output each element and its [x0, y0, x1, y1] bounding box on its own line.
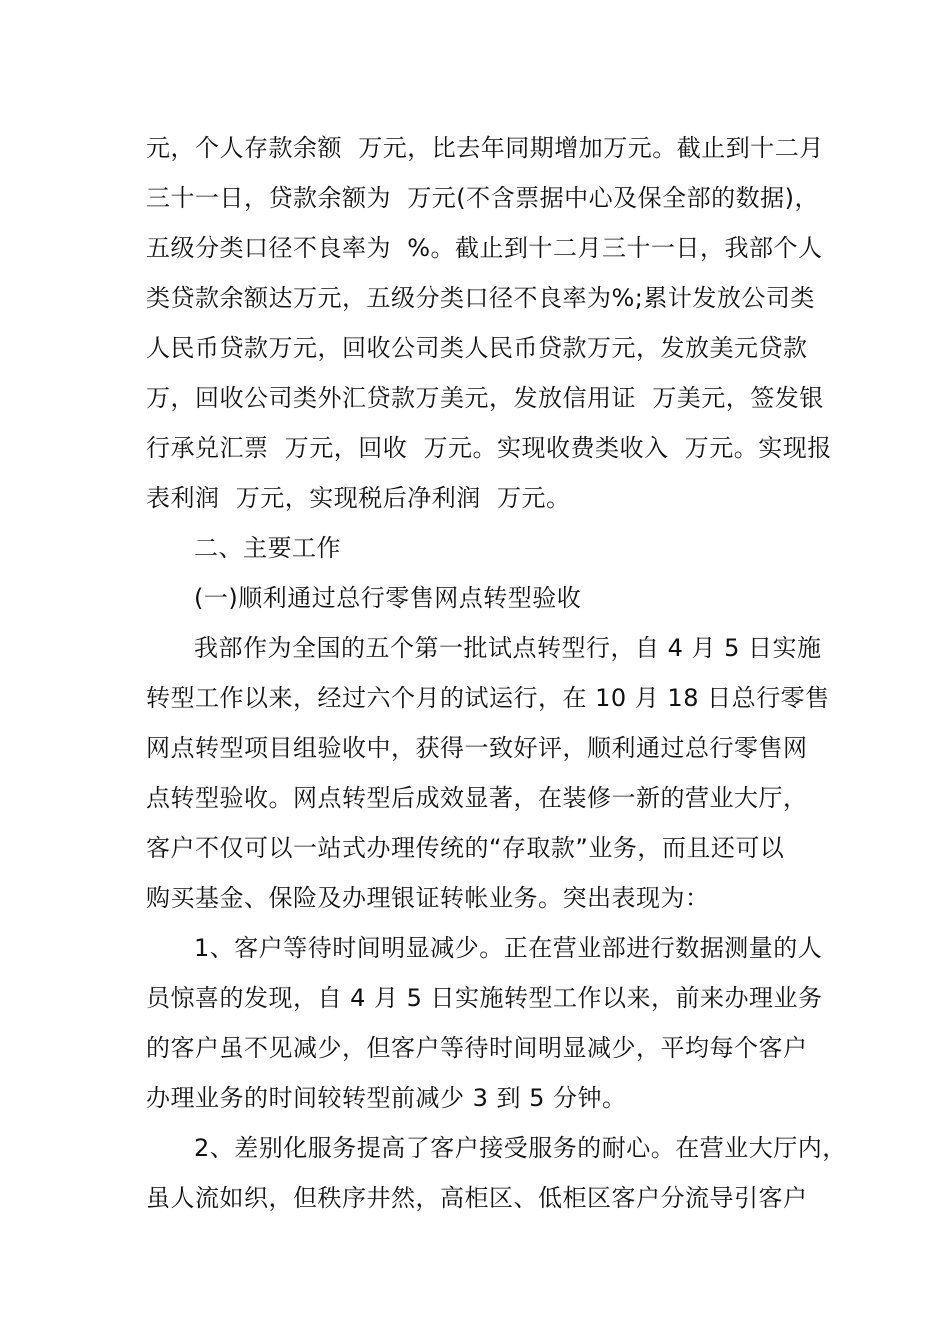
text-line: 员惊喜的发现，自 4 月 5 日实施转型工作以来，前来办理业务	[146, 984, 823, 1012]
text-line: 客户不仅可以一站式办理传统的“存取款”业务，而且还可以	[146, 834, 785, 862]
text-line: 表利润 万元，实现税后净利润 万元。	[146, 484, 571, 512]
text-line: 转型工作以来，经过六个月的试运行，在 10 月 18 日总行零售	[146, 684, 830, 712]
subsection-heading: (一)顺利通过总行零售网点转型验收	[194, 584, 582, 612]
text-line: 我部作为全国的五个第一批试点转型行，自 4 月 5 日实施	[194, 634, 822, 662]
text-line: 办理业务的时间较转型前减少 3 到 5 分钟。	[146, 1084, 627, 1112]
text-line: 网点转型项目组验收中，获得一致好评，顺利通过总行零售网	[146, 734, 808, 762]
text-line: 万，回收公司类外汇贷款万美元，发放信用证 万美元，签发银	[146, 384, 824, 412]
text-line: 购买基金、保险及办理银证转帐业务。突出表现为：	[146, 884, 710, 912]
text-line: 行承兑汇票 万元，回收 万元。实现收费类收入 万元。实现报	[146, 434, 832, 462]
text-line: 三十一日，贷款余额为 万元(不含票据中心及保全部的数据)，	[146, 184, 819, 212]
text-line: 虽人流如织，但秩序井然，高柜区、低柜区客户分流导引客户	[146, 1184, 808, 1212]
text-line: 类贷款余额达万元，五级分类口径不良率为%;累计发放公司类	[146, 284, 815, 312]
text-line: 点转型验收。网点转型后成效显著，在装修一新的营业大厅，	[146, 784, 808, 812]
text-line: 元，个人存款余额 万元，比去年同期增加万元。截止到十二月	[146, 134, 824, 162]
text-line: 的客户虽不见减少，但客户等待时间明显减少，平均每个客户	[146, 1034, 808, 1062]
text-line: 2、差别化服务提高了客户接受服务的耐心。在营业大厅内，	[194, 1134, 847, 1162]
section-heading: 二、主要工作	[194, 534, 341, 562]
text-line: 1、客户等待时间明显减少。正在营业部进行数据测量的人	[194, 934, 823, 962]
text-line: 五级分类口径不良率为 %。截止到十二月三十一日，我部个人	[146, 234, 823, 262]
text-line: 人民币贷款万元，回收公司类人民币贷款万元，发放美元贷款	[146, 334, 808, 362]
